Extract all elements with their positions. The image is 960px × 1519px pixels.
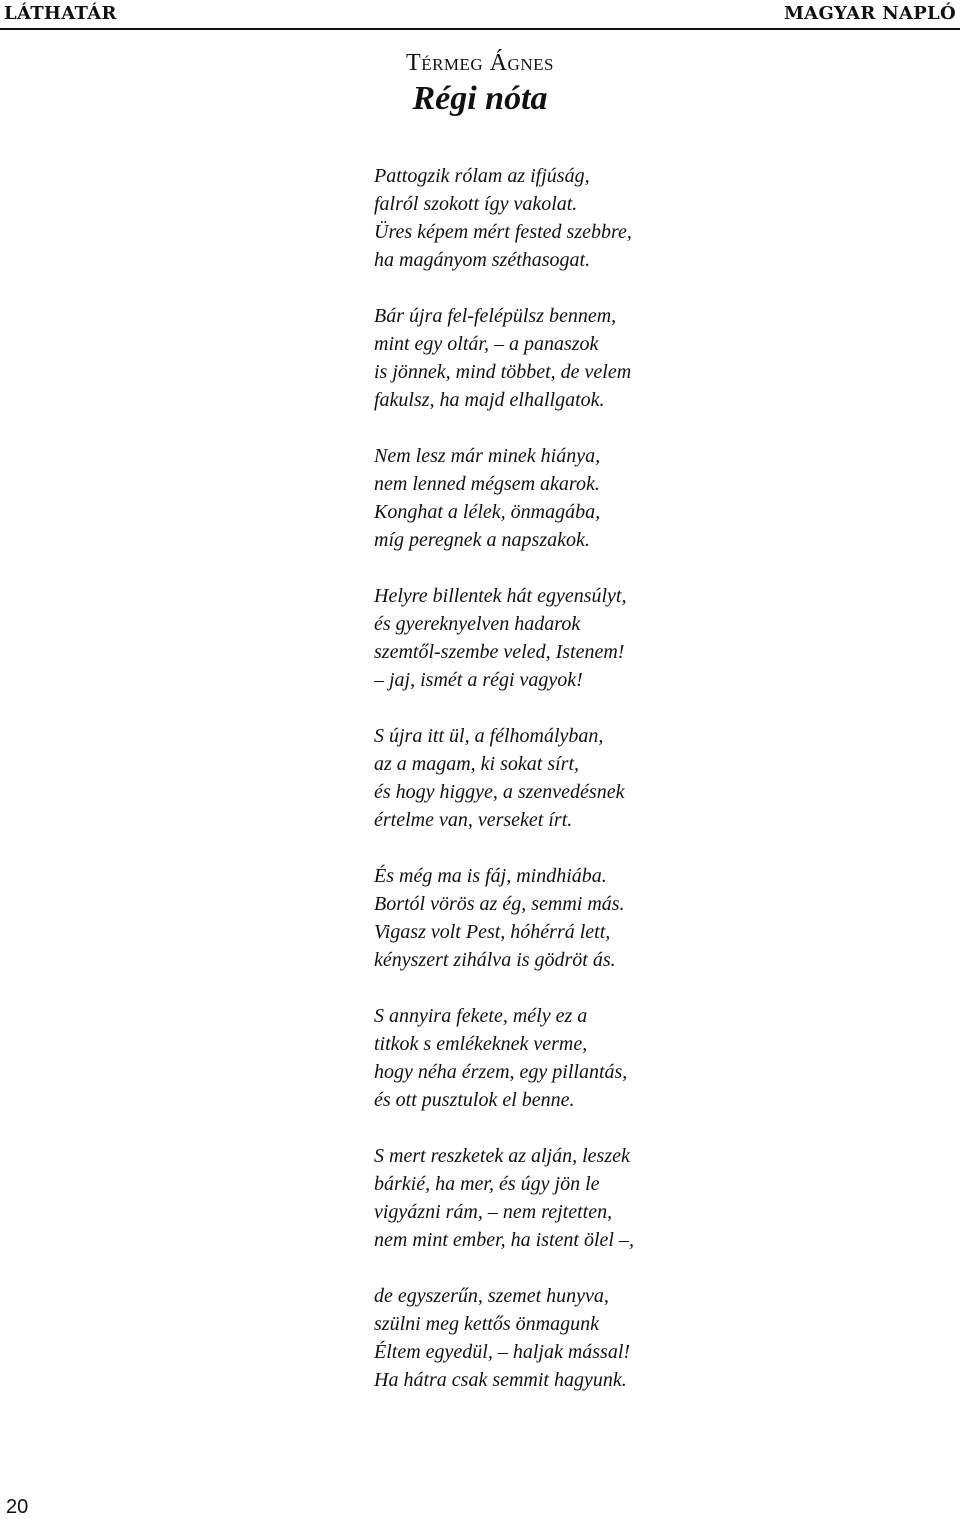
- poem-line: És még ma is fáj, mindhiába.: [374, 865, 607, 887]
- poem-line: míg peregnek a napszakok.: [374, 529, 590, 551]
- stanza-6: [374, 862, 934, 974]
- header-rule: [0, 28, 960, 30]
- stanza-1: [374, 162, 934, 274]
- poem-line: Bortól vörös az ég, semmi más.: [374, 893, 625, 915]
- poem-line: vigyázni rám, – nem rejtetten,: [374, 1201, 613, 1223]
- poem-line: és hogy higgye, a szenvedésnek: [374, 781, 625, 803]
- poem-line: fakulsz, ha majd elhallgatok.: [374, 389, 605, 411]
- poem-line: Üres képem mért fested szebbre,: [374, 221, 632, 243]
- page-number: 20: [6, 1496, 29, 1518]
- stanza-4: [374, 582, 934, 694]
- poem-line: falról szokott így vakolat.: [374, 193, 578, 215]
- poem-line: az a magam, ki sokat sírt,: [374, 753, 579, 775]
- poem-line: Nem lesz már minek hiánya,: [374, 445, 601, 467]
- poem-line: értelme van, verseket írt.: [374, 809, 573, 831]
- poem-line: S mert reszketek az alján, leszek: [374, 1145, 630, 1167]
- poem-line: is jönnek, mind többet, de velem: [374, 361, 632, 383]
- poem-line: Konghat a lélek, önmagába,: [374, 501, 601, 523]
- poem-title: Régi nóta: [412, 80, 548, 117]
- poem-line: hogy néha érzem, egy pillantás,: [374, 1061, 628, 1083]
- journal-name: MAGYAR NAPLÓ: [783, 3, 956, 24]
- poem-line: Pattogzik rólam az ifjúság,: [374, 165, 590, 187]
- poem-line: S annyira fekete, mély ez a: [374, 1005, 588, 1027]
- poem-body: [374, 162, 934, 1422]
- poem-line: S újra itt ül, a félhomályban,: [374, 725, 604, 747]
- poem-line: Helyre billentek hát egyensúlyt,: [374, 585, 627, 607]
- poem-line: és ott pusztulok el benne.: [374, 1089, 575, 1111]
- poem-line: mint egy oltár, – a panaszok: [374, 333, 599, 355]
- poem-line: és gyereknyelven hadarok: [374, 613, 581, 635]
- poem-line: nem lenned mégsem akarok.: [374, 473, 600, 495]
- stanza-9: [374, 1282, 934, 1394]
- poem-line: Vigasz volt Pest, hóhérrá lett,: [374, 921, 611, 943]
- poem-line: szemtől-szembe veled, Istenem!: [374, 641, 625, 663]
- poem-line: kényszert zihálva is gödröt ás.: [374, 949, 616, 971]
- stanza-7: [374, 1002, 934, 1114]
- stanza-3: [374, 442, 934, 554]
- poem-line: de egyszerűn, szemet hunyva,: [374, 1285, 609, 1307]
- poem-line: Ha hátra csak semmit hagyunk.: [374, 1369, 627, 1391]
- poem-line: ha magányom széthasogat.: [374, 249, 591, 271]
- section-label: LÁTHATÁR: [4, 3, 117, 24]
- poem-line: Bár újra fel-felépülsz bennem,: [374, 305, 617, 327]
- poem-line: szülni meg kettős önmagunk: [374, 1313, 599, 1335]
- stanza-2: [374, 302, 934, 414]
- poem-line: bárkié, ha mer, és úgy jön le: [374, 1173, 600, 1195]
- poem-line: – jaj, ismét a régi vagyok!: [374, 669, 583, 691]
- stanza-8: [374, 1142, 934, 1254]
- running-header: [0, 0, 960, 30]
- poem-line: nem mint ember, ha istent ölel –,: [374, 1229, 634, 1251]
- stanza-5: [374, 722, 934, 834]
- poem-author: Térmeg Ágnes: [406, 50, 554, 76]
- poem-line: Éltem egyedül, – haljak mással!: [374, 1341, 631, 1363]
- poem-line: titkok s emlékeknek verme,: [374, 1033, 588, 1055]
